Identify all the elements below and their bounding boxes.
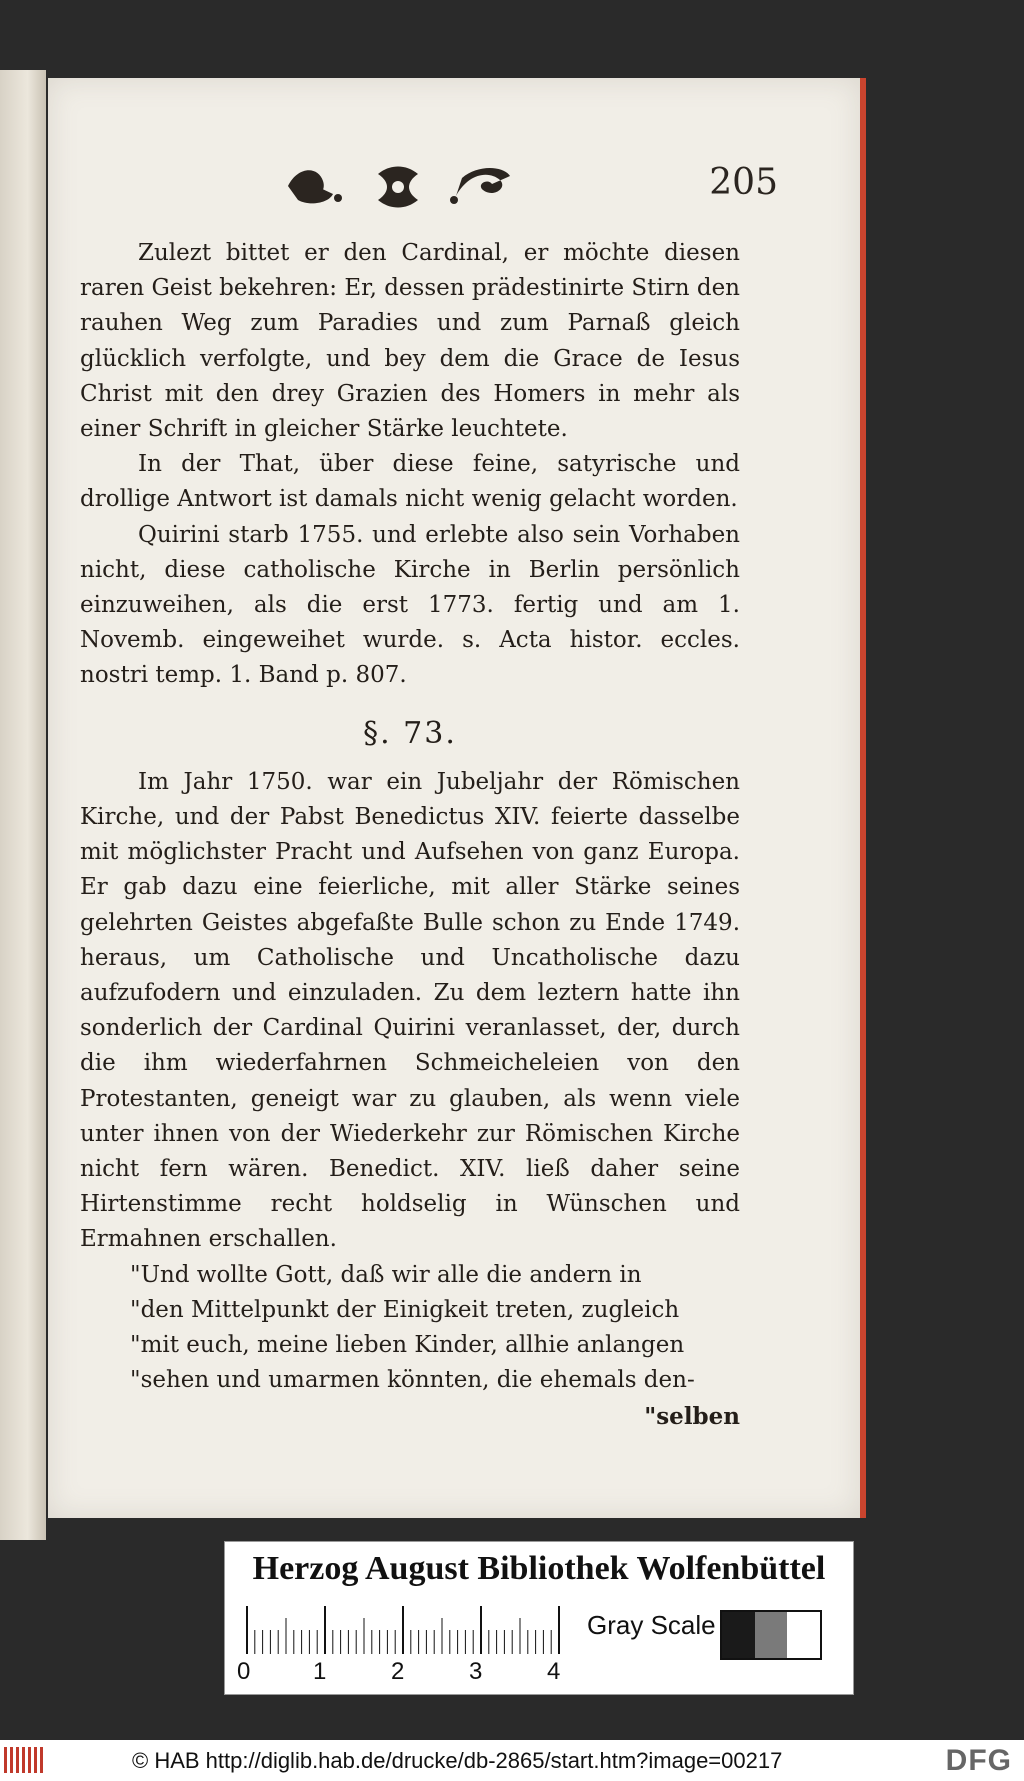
page-header: [278, 156, 778, 216]
gray-scale-swatches: [720, 1610, 822, 1660]
gray-swatch-mid: [755, 1612, 788, 1658]
quote-line: "sehen und umarmen könnten, die ehemals den-: [130, 1367, 695, 1394]
catchword: "selben: [644, 1402, 740, 1430]
library-color-card: [224, 1541, 854, 1695]
ruler-label: 4: [547, 1658, 561, 1685]
ruler-label: 2: [391, 1658, 405, 1685]
ruler-label: 3: [469, 1658, 483, 1685]
quote-line: "den Mittelpunkt der Einigkeit treten, zugleich: [130, 1296, 680, 1323]
dfg-logo: DFG: [945, 1744, 1012, 1777]
floral-ornament-icon: [278, 156, 518, 216]
paragraph-jubilee-year: Im Jahr 1750. war ein Jubeljahr der Römischen Kirche, und der Pabst Benedictus XIV. feierte dasselbe mit möglichster Pracht und Aufsehen von ganz Europa. Er gab dazu eine feierliche, mit aller Stärke seines gelehrten Geistes abgefaßte Bulle schon zu Ende 1749. heraus, um Catholische und Uncatholische dazu aufzufodern und einzuladen. Zu dem leztern hatte ihn sonderlich der Cardinal Quirini veranlasset, der, durch die ihm wiederfahrnen Schmeicheleien von den Protestanten, geneigt war zu glauben, als wenn viele unter ihnen von der Wiederkehr zur Römischen Kirche nicht fern wären. Benedict. XIV. ließ daher seine Hirtenstimme recht holdselig in Wünschen und Ermahnen erschallen.: [80, 768, 740, 1253]
ruler-scale: [245, 1602, 575, 1654]
paragraph-quirini-death: Quirini starb 1755. und erlebte also sein Vorhaben nicht, diese catholische Kirche in Berlin persönlich einzuweihen, als die erst 1773. fertig und am 1. Novemb. eingeweihet wurde. s. Acta histor. eccles. nostri temp. 1. Band p. 807.: [80, 521, 740, 689]
previous-page-edge: [0, 70, 46, 1540]
quotation: [80, 1258, 740, 1434]
quote-line: "mit euch, meine lieben Kinder, allhie anlangen: [130, 1332, 685, 1359]
library-name: Herzog August Bibliothek Wolfenbüttel: [252, 1550, 826, 1587]
gray-scale-label: Gray Scale: [587, 1610, 716, 1640]
paragraph-cardinal-request: Zulezt bittet er den Cardinal, er möchte diesen raren Geist bekehren: Er, dessen prädestinirte Stirn den rauhen Weg zum Paradies und zum Parnaß gleich glücklich verfolgte, und bey dem die Grace de Iesus Christ mit den drey Grazien des Homers in mehr als einer Schrift in gleicher Stärke leuchtete.: [80, 240, 740, 443]
copyright-url[interactable]: © HAB http://diglib.hab.de/drucke/db-2865/start.htm?image=00217: [132, 1748, 783, 1773]
ruler-label: 1: [313, 1658, 327, 1685]
paragraph-satirical-answer: In der That, über diese feine, satyrische und drollige Antwort ist damals nicht wenig gelacht worden.: [80, 451, 740, 513]
ruler-label: 0: [237, 1658, 251, 1685]
page-number: 205: [709, 162, 778, 203]
barcode-icon: [4, 1747, 44, 1773]
body-text: [80, 236, 740, 1434]
book-page: [48, 78, 866, 1518]
section-heading: §. 73.: [363, 715, 457, 751]
footer-bar: [0, 1740, 1024, 1781]
quote-line: "Und wollte Gott, daß wir alle die andern in: [130, 1261, 642, 1288]
gray-swatch-dark: [722, 1612, 755, 1658]
gray-swatch-light: [787, 1612, 820, 1658]
